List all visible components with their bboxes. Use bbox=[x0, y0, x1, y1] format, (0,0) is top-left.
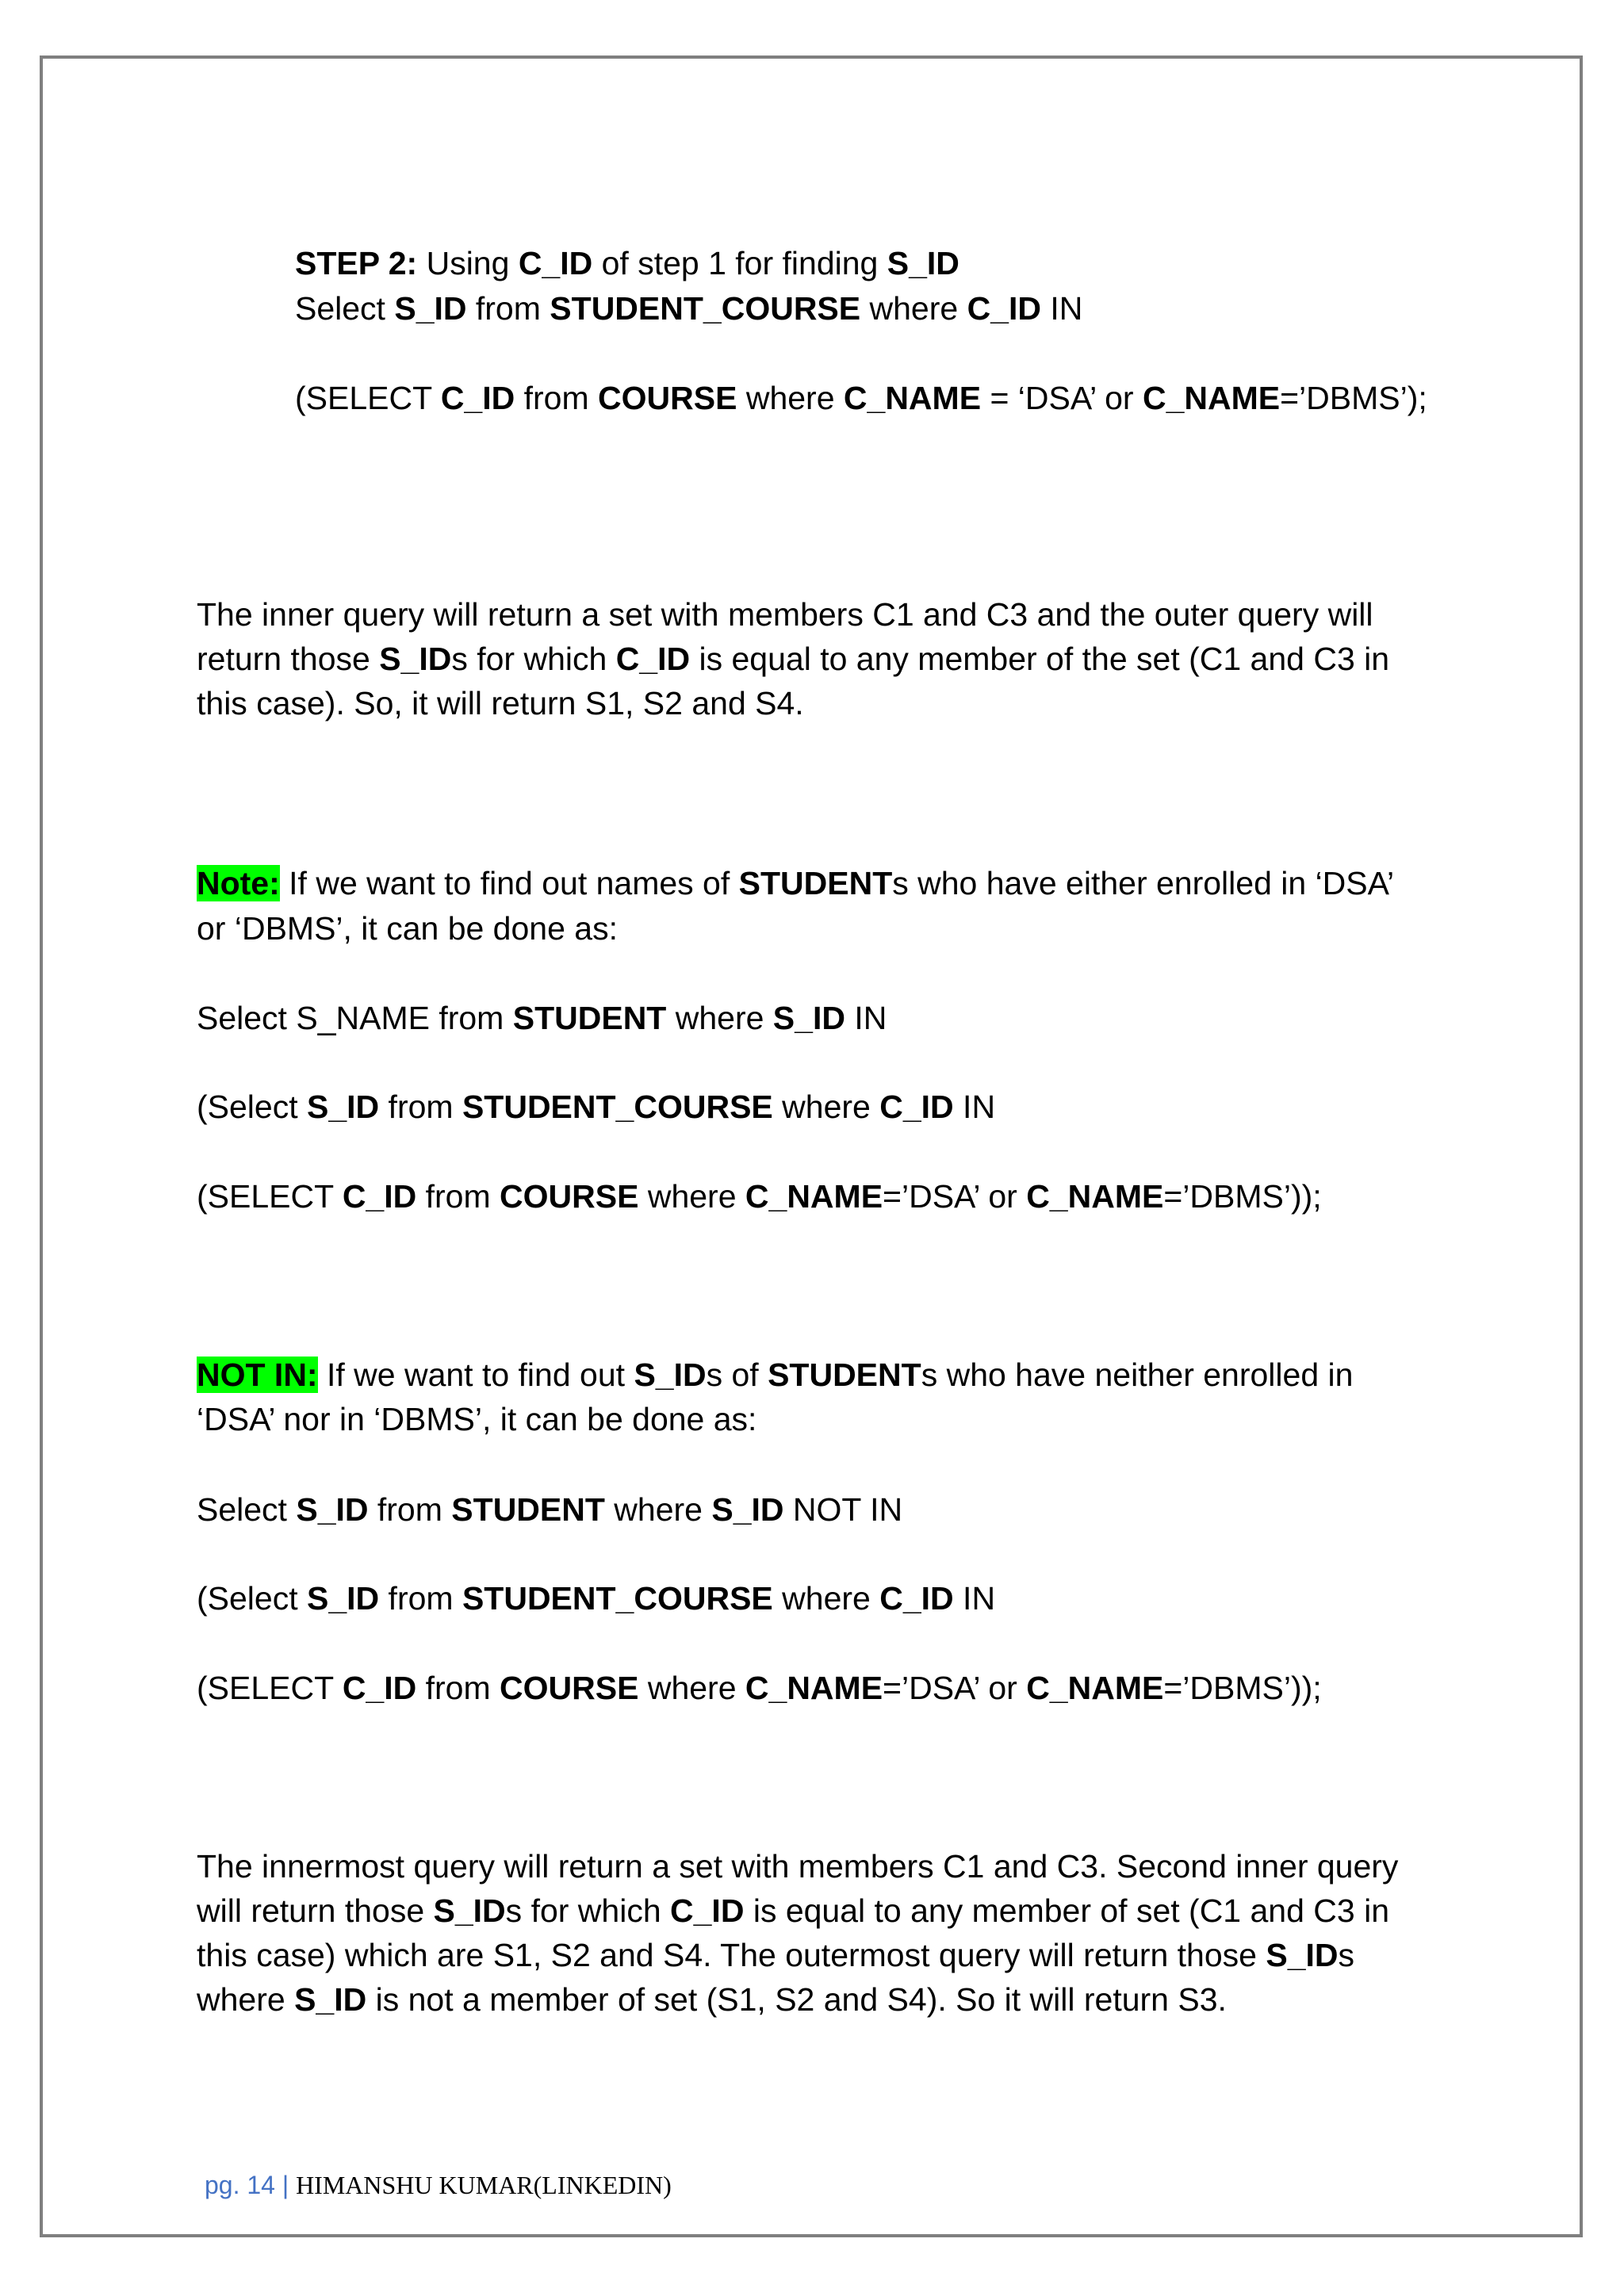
page-number: pg. 14 bbox=[205, 2171, 275, 2199]
note-query-line-1: Select S_NAME from STUDENT where S_ID IN bbox=[197, 1000, 887, 1036]
note-highlight: Note: bbox=[197, 865, 280, 901]
step2-query-line-2: (SELECT C_ID from COURSE where C_NAME = ‘DSA’ or C_NAME=’DBMS’); bbox=[295, 380, 1427, 416]
para2-line-3: this case) which are S1, S2 and S4. The outermost query will return those S_IDs bbox=[197, 1937, 1355, 1973]
notin-line-2: ‘DSA’ nor in ‘DBMS’, it can be done as: bbox=[197, 1401, 757, 1437]
para1-line-2: return those S_IDs for which C_ID is equal to any member of the set (C1 and C3 in bbox=[197, 641, 1390, 677]
step2-heading: STEP 2: Using C_ID of step 1 for finding S_ID bbox=[295, 245, 959, 281]
footer-separator: | bbox=[274, 2171, 297, 2199]
note-query-line-3: (SELECT C_ID from COURSE where C_NAME=’DSA’ or C_NAME=’DBMS’)); bbox=[197, 1178, 1322, 1215]
notin-highlight: NOT IN: bbox=[197, 1357, 318, 1393]
notin-query-line-3: (SELECT C_ID from COURSE where C_NAME=’DSA’ or C_NAME=’DBMS’)); bbox=[197, 1670, 1322, 1706]
note-query-line-2: (Select S_ID from STUDENT_COURSE where C_ID IN bbox=[197, 1089, 996, 1125]
para1-line-1: The inner query will return a set with members C1 and C3 and the outer query will bbox=[197, 596, 1373, 633]
step2-query-line-1: Select S_ID from STUDENT_COURSE where C_ID IN bbox=[295, 290, 1083, 327]
note-line-2: or ‘DBMS’, it can be done as: bbox=[197, 910, 618, 947]
page-footer bbox=[205, 2168, 672, 2202]
notin-query-line-2: (Select S_ID from STUDENT_COURSE where C_ID IN bbox=[197, 1580, 996, 1617]
notin-query-line-1: Select S_ID from STUDENT where S_ID NOT IN bbox=[197, 1491, 903, 1528]
para1-line-3: this case). So, it will return S1, S2 and S4. bbox=[197, 685, 804, 721]
notin-line-1: NOT IN: If we want to find out S_IDs of STUDENTs who have neither enrolled in bbox=[197, 1357, 1354, 1393]
para2-line-4: where S_ID is not a member of set (S1, S2 and S4). So it will return S3. bbox=[197, 1981, 1227, 2018]
para2-line-2: will return those S_IDs for which C_ID is equal to any member of set (C1 and C3 in bbox=[197, 1892, 1390, 1929]
para2-line-1: The innermost query will return a set with members C1 and C3. Second inner query bbox=[197, 1848, 1399, 1885]
note-line-1: Note: If we want to find out names of STUDENTs who have either enrolled in ‘DSA’ bbox=[197, 865, 1395, 901]
footer-author: HIMANSHU KUMAR(LINKEDIN) bbox=[296, 2171, 672, 2199]
